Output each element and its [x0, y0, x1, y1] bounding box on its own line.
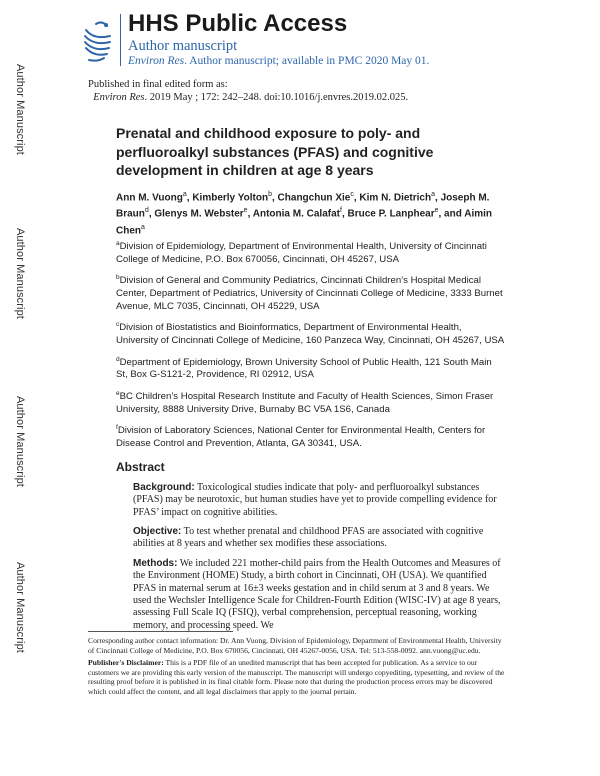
hhs-header	[80, 10, 520, 70]
author-separator: ,	[148, 208, 155, 220]
author-affiliation-marker: d	[144, 207, 149, 215]
sidebar-label: Author Manuscript	[14, 228, 26, 319]
author-name: Changchun Xie	[277, 191, 351, 203]
author-affiliation-marker: e	[434, 207, 439, 215]
abstract-section-text: To test whether prenatal and childhood PFAS are associated with cognitive abilities at 8 years and whether sex modifies these associations.	[133, 526, 484, 550]
author-name: Ann M. Vuong	[116, 191, 183, 203]
sidebar-label: Author Manuscript	[14, 396, 26, 487]
affiliation	[116, 354, 506, 382]
affiliation-text: BC Children’s Hospital Research Institute and Faculty of Health Sciences, Simon Fraser University, 8888 University Drive, Burnaby BC V5A 1S6, Canada	[116, 391, 494, 415]
author-name: Antonia M. Calafat	[252, 208, 340, 220]
article-body	[116, 124, 506, 639]
author-manuscript-sidebar	[0, 0, 40, 776]
affiliation	[116, 388, 506, 416]
affiliation	[116, 422, 506, 450]
availability-citation: Environ Res. Author manuscript; available in PMC 2020 May 01.	[128, 55, 430, 67]
sidebar-label: Author Manuscript	[14, 64, 26, 155]
affiliation-text: Division of Epidemiology, Department of Environmental Health, University of Cincinnati College of Medicine, P.O. Box 670056, Cincinnati, OH 45267, USA	[116, 241, 487, 265]
affiliation-marker: c	[116, 321, 120, 329]
affiliation-marker: e	[116, 390, 120, 398]
author-name: Glenys M. Webster	[154, 208, 244, 220]
published-label: Published in final edited form as:	[88, 79, 228, 90]
abstract-section-text: We included 221 mother-child pairs from the Health Outcomes and Measures of the Environment (HOME) Study, a birth cohort in Cincinnati, OH (USA). We quantified PFAS in maternal serum at 16±3 weeks gestation and in child serum at 3 and 8 years. We used the Wechsler Intelligence Scale for Children-Fourth Edition (WISC-IV) at age 8 years, assessing Full Scale IQ (FSIQ), verbal comprehension, perceptual reasoning, working memory, and processing speed. We	[133, 557, 501, 631]
abstract-section	[133, 482, 506, 519]
abstract-section	[133, 526, 506, 551]
abstract-section-label: Methods:	[133, 557, 178, 569]
published-citation: Environ Res. 2019 May ; 172: 242–248. doi:10.1016/j.envres.2019.02.025.	[93, 92, 409, 103]
hhs-title: HHS Public Access	[128, 10, 348, 37]
affiliation-marker: f	[116, 424, 118, 432]
author-separator: ,	[271, 191, 278, 203]
corresponding-author-note: Corresponding author contact information: Dr. Ann Vuong, Division of Epidemiology, Department of Environmental Health, University of Cincinnati College of Medicine, P.O. Box 670056, Cincinnati, OH 45267-0056, USA. Tel: 513-558-0092. ann.vuong@uc.edu.	[88, 636, 502, 655]
manuscript-label: Author manuscript	[128, 38, 238, 54]
affiliation-marker: b	[116, 274, 120, 282]
affiliation-marker: a	[116, 239, 120, 247]
affiliation	[116, 238, 506, 266]
abstract-section-label: Objective:	[133, 526, 182, 538]
abstract-section-label: Background:	[133, 481, 195, 493]
abstract-section	[133, 558, 506, 632]
author-separator: ,	[353, 191, 360, 203]
author-separator: , and	[438, 208, 465, 220]
footnote-divider	[88, 631, 233, 632]
hhs-eagle-logo-icon	[80, 10, 116, 70]
author-name: Kim N. Dietrich	[359, 191, 432, 203]
author-name: Kimberly Yolton	[192, 191, 269, 203]
affiliation-list	[116, 238, 506, 451]
author-affiliation-marker: c	[350, 190, 354, 198]
abstract-section-text: Toxicological studies indicate that poly- and perfluoroalkyl substances (PFAS) may be neurotoxic, but human studies have yet to provide compelling evidence for PFAS’ impact on cognitive abilities.	[133, 481, 497, 518]
publisher-disclaimer: Publisher's Disclaimer: This is a PDF file of an unedited manuscript that has been accepted for publication. As a service to our customers we are providing this early version of the manuscript. The manuscript will undergo copyediting, typesetting, and review of the resulting proof before it is published in its final citable form. Please note that during the production process errors may be discovered which could affect the content, and all legal disclaimers that apply to the journal pertain.	[88, 658, 505, 696]
affiliation	[116, 272, 506, 313]
affiliation	[116, 319, 506, 347]
author-name: Bruce P. Lanphear	[347, 208, 435, 220]
abstract-heading: Abstract	[116, 459, 165, 474]
author-affiliation-marker: a	[182, 190, 187, 198]
footnotes	[88, 636, 508, 700]
author-separator: ,	[435, 191, 441, 203]
author-name: Aimin Chen	[116, 208, 493, 237]
affiliation-text: Division of General and Community Pediatrics, Cincinnati Children’s Hospital Medical Center, Department of Pediatrics, University of Cincinnati College of Medicine, 3333 Burnet Avenue, MLC 7035, Cincinnati, OH 45229, USA	[116, 275, 503, 312]
author-affiliation-marker: e	[243, 207, 248, 215]
header-title-block	[128, 10, 518, 69]
publication-info	[88, 78, 508, 104]
author-affiliation-marker: a	[431, 190, 435, 198]
header-divider	[120, 14, 121, 66]
author-separator: ,	[247, 208, 253, 220]
abstract-body	[116, 482, 506, 632]
author-affiliation-marker: b	[268, 190, 272, 198]
author-affiliation-marker: f	[340, 207, 342, 215]
author-separator: ,	[186, 191, 193, 203]
affiliation-text: Department of Epidemiology, Brown University School of Public Health, 121 South Main St, Box G-S121-2, Providence, RI 02912, USA	[116, 356, 492, 381]
affiliation-text: Division of Laboratory Sciences, National Center for Environmental Health, Centers for Disease Control and Prevention, Atlanta, GA 30341, USA.	[116, 425, 486, 450]
author-separator: ,	[341, 208, 348, 220]
author-list	[116, 188, 506, 238]
affiliation-marker: d	[116, 355, 120, 363]
sidebar-label: Author Manuscript	[14, 562, 26, 653]
author-name: Joseph M. Braun	[116, 191, 490, 220]
author-affiliation-marker: a	[141, 224, 145, 232]
paper-title: Prenatal and childhood exposure to poly- and perfluoroalkyl substances (PFAS) and cognitive development in children at age 8 years	[116, 125, 434, 178]
affiliation-text: Division of Biostatistics and Bioinformatics, Department of Environmental Health, University of Cincinnati College of Medicine, 160 Panzeca Way, Cincinnati, OH 45267, USA	[116, 322, 505, 347]
